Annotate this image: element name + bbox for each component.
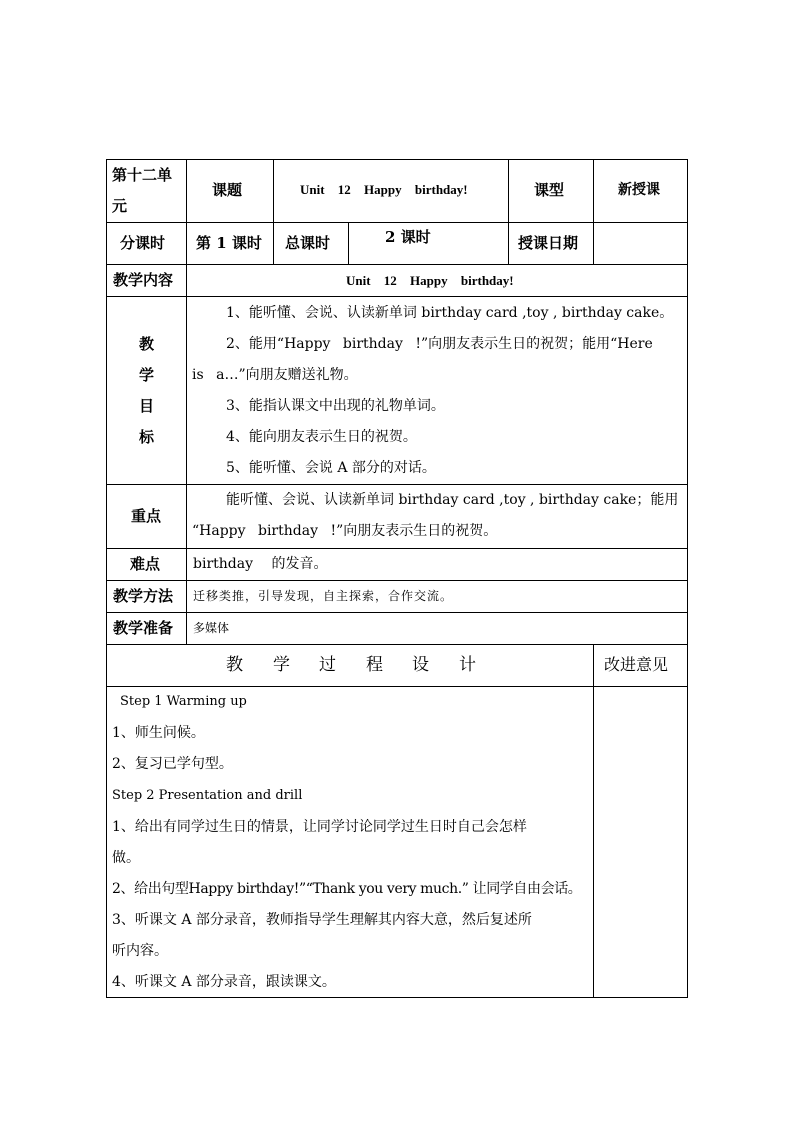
key-points-label: 重点 <box>131 507 162 525</box>
col-divider <box>186 159 187 222</box>
unit-label-line2: 元 <box>112 197 128 215</box>
process-title-char: 程 <box>366 655 383 675</box>
row-divider <box>106 686 688 687</box>
col-divider <box>273 159 274 222</box>
row-divider <box>106 644 688 645</box>
process-title-char: 过 <box>319 655 336 675</box>
col-divider <box>508 159 509 222</box>
process-line: 2、给出句型Happy birthday!”“Thank you very much.” 让同学自由会话。 <box>112 881 582 897</box>
col-divider <box>593 644 594 997</box>
period-value: 第 1 课时 <box>196 234 262 252</box>
row-divider <box>106 296 688 297</box>
table-border-right <box>687 159 688 998</box>
content-label: 教学内容 <box>113 271 174 289</box>
col-divider <box>186 222 187 264</box>
unit-label-line1: 第十二单 <box>112 166 173 184</box>
objective-line: 5、能听懂、会说 A 部分的对话。 <box>226 460 436 476</box>
objective-line: 3、能指认课文中出现的礼物单词。 <box>226 398 445 414</box>
col-divider <box>593 222 594 264</box>
row-divider <box>106 612 688 613</box>
period-label: 分课时 <box>120 234 166 252</box>
row-divider <box>106 484 688 485</box>
process-line: 1、给出有同学过生日的情景，让同学讨论同学过生日时自己会怎样 <box>112 819 527 835</box>
table-border-bottom <box>106 997 688 998</box>
row-divider <box>106 222 688 223</box>
objective-line: 1、能听懂、会说、认读新单词 birthday card ,toy , birthday cake。 <box>226 305 674 321</box>
method-label: 教学方法 <box>113 587 174 605</box>
col-divider <box>273 222 274 264</box>
difficulty-value: birthday 的发音。 <box>193 556 328 572</box>
row-divider <box>106 548 688 549</box>
content-value: Unit 12 Happy birthday! <box>346 273 514 288</box>
total-periods-value: 2 课时 <box>385 228 431 246</box>
process-title-char: 学 <box>273 655 290 675</box>
process-line: 2、复习已学句型。 <box>112 756 233 772</box>
topic-label: 课题 <box>212 181 243 199</box>
objectives-label-char: 教 <box>139 335 155 353</box>
process-title-char: 教 <box>226 655 243 675</box>
process-title-char: 计 <box>459 655 476 675</box>
key-points-line: “Happy birthday !”向朋友表示生日的祝贺。 <box>192 523 498 539</box>
table-border-left <box>106 159 107 998</box>
notes-label: 改进意见 <box>604 655 669 674</box>
topic-value: Unit 12 Happy birthday! <box>300 182 468 197</box>
difficulty-label: 难点 <box>130 555 161 573</box>
objectives-label-char: 目 <box>139 397 155 415</box>
process-title-char: 设 <box>412 655 429 675</box>
preparation-label: 教学准备 <box>113 619 174 637</box>
method-value: 迁移类推，引导发现，自主探索，合作交流。 <box>193 589 454 603</box>
date-label: 授课日期 <box>518 234 579 252</box>
process-line: 4、听课文 A 部分录音，跟读课文。 <box>112 974 336 990</box>
process-line: 听内容。 <box>112 943 168 959</box>
objective-line: is a…”向朋友赠送礼物。 <box>192 367 358 383</box>
col-divider <box>593 159 594 222</box>
lesson-type-label: 课型 <box>534 181 565 199</box>
process-line: Step 2 Presentation and drill <box>112 788 303 803</box>
row-divider <box>106 580 688 581</box>
objective-line: 2、能用“Happy birthday !”向朋友表示生日的祝贺；能用“Here <box>226 336 653 352</box>
process-line: 3、听课文 A 部分录音，教师指导学生理解其内容大意，然后复述所 <box>112 912 532 928</box>
objectives-label-char: 学 <box>139 366 155 384</box>
process-line: Step 1 Warming up <box>120 694 247 709</box>
col-divider <box>186 264 187 644</box>
objective-line: 4、能向朋友表示生日的祝贺。 <box>226 429 417 445</box>
objectives-label-char: 标 <box>139 428 155 446</box>
preparation-value: 多媒体 <box>193 621 230 635</box>
lesson-type-value: 新授课 <box>618 182 660 198</box>
total-periods-label: 总课时 <box>285 234 331 252</box>
key-points-line: 能听懂、会说、认读新单词 birthday card ,toy , birthday cake；能用 <box>226 492 679 508</box>
table-border-top <box>106 159 688 160</box>
process-line: 做。 <box>112 850 140 866</box>
process-line: 1、师生问候。 <box>112 725 205 741</box>
col-divider <box>508 222 509 264</box>
row-divider <box>106 264 688 265</box>
col-divider <box>348 222 349 264</box>
